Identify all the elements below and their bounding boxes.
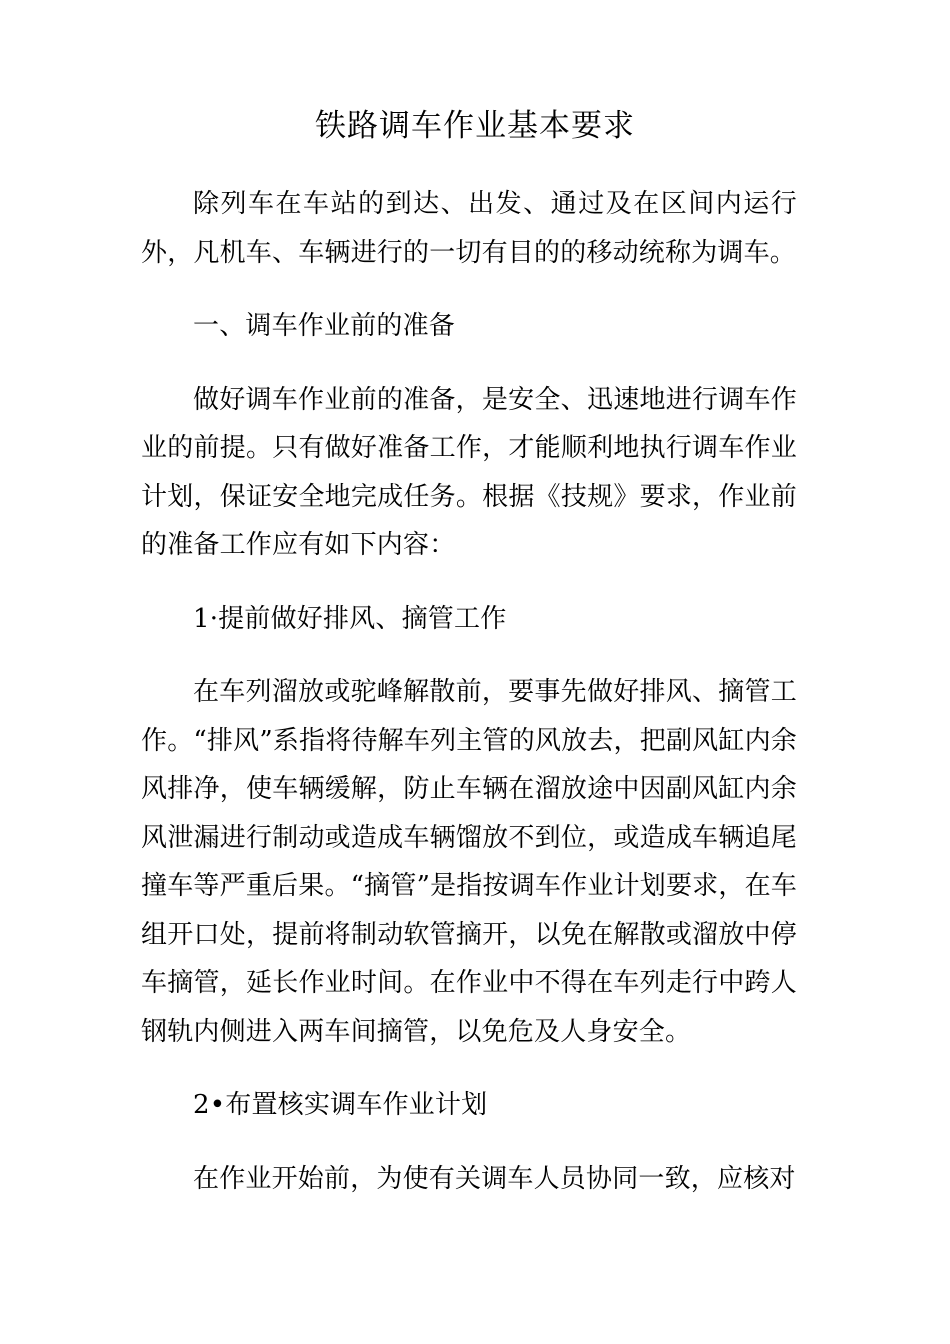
document-title: 铁路调车作业基本要求 xyxy=(315,108,635,144)
subheading-verify-plan: 2•布置核实调车作业计划 xyxy=(193,1090,488,1120)
paragraph-verify-plan: 在作业开始前，为使有关调车人员协同一致，应核对 xyxy=(193,1163,796,1194)
section-heading-preparation: 一、调车作业前的准备 xyxy=(193,311,456,341)
paragraph-preparation-intro: 做好调车作业前的准备，是安全、迅速地进行调车作业的前提。只有做好准备工作，才能顺利地执行调车作业计划，保证安全地完成任务。根据《技规》要求，作业前的准备工作应有如下内容： xyxy=(141,384,797,560)
paragraph-definition: 除列车在车站的到达、出发、通过及在区间内运行外，凡机车、车辆进行的一切有目的的移动统称为调车。 xyxy=(141,189,797,268)
document-body xyxy=(141,180,797,1228)
subheading-exhaust-and-hose: 1·提前做好排风、摘管工作 xyxy=(193,603,507,634)
paragraph-exhaust-and-hose: 在车列溜放或驼峰解散前，要事先做好排风、摘管工作。“排风”系指将待解车列主管的风放去，把副风缸内余风排净，使车辆缓解，防止车辆在溜放途中因副风缸内余风泄漏进行制动或造成车辆馏放不到位，或造成车辆追尾撞车等严重后果。“摘管”是指按调车作业计划要求，在车组开口处，提前将制动软管摘开，以免在解散或溜放中停车摘管，延长作业时间。在作业中不得在车列走行中跨人钢轨内侧进入两车间摘管，以免危及人身安全。 xyxy=(141,677,797,1047)
